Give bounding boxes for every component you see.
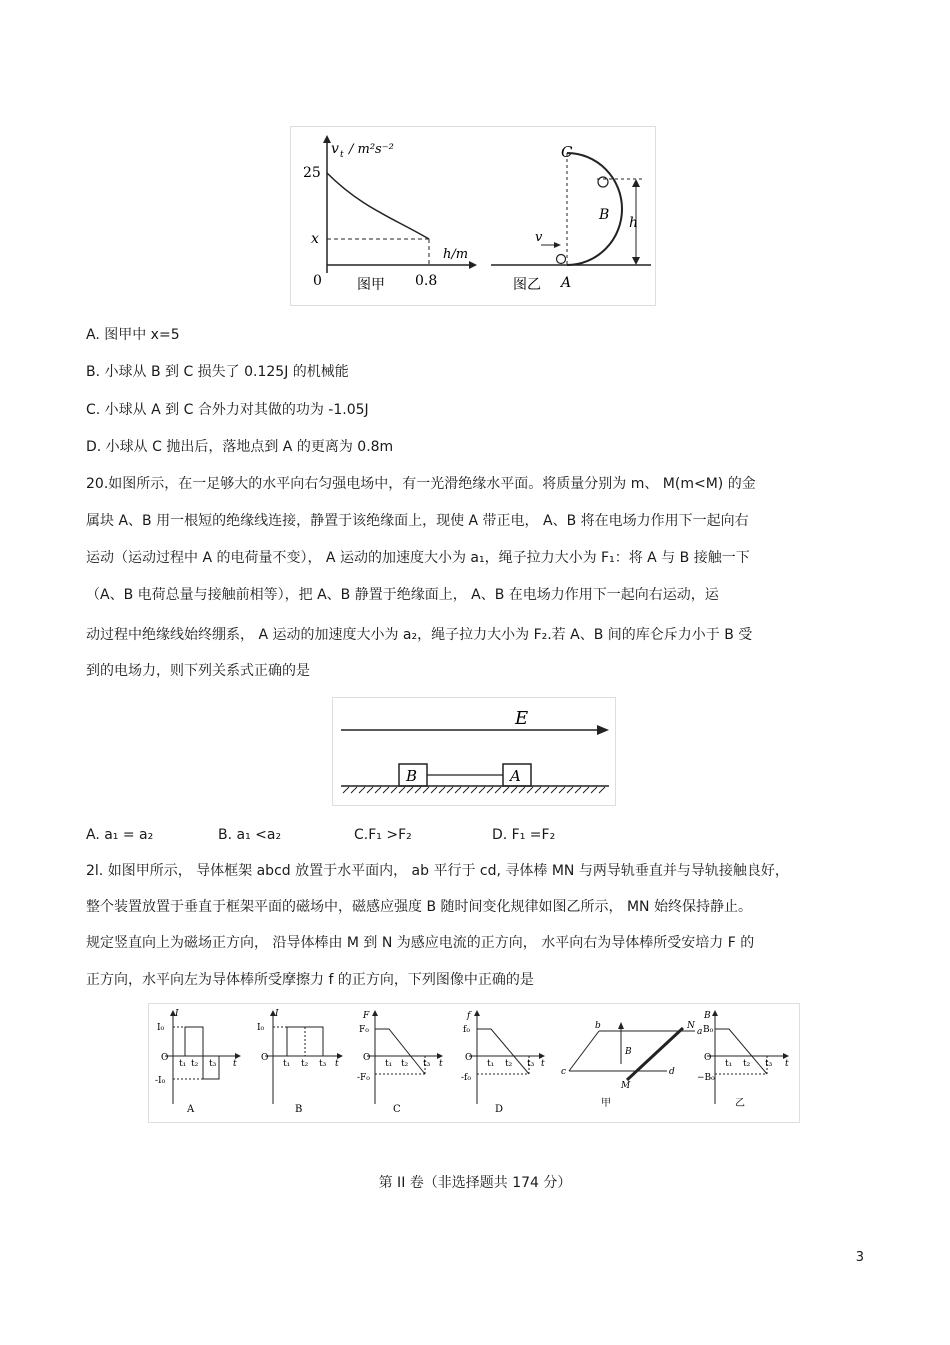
graph-yi-origin: O: [704, 1053, 712, 1063]
block-label-B: B: [406, 767, 418, 785]
graph-C-t1: t₁: [385, 1059, 393, 1069]
figure-q19: [290, 126, 656, 306]
graph-A-negI0: -I₀: [155, 1076, 166, 1086]
graph-B-axis-t: t: [335, 1059, 339, 1069]
graph-B-axis-I: I: [275, 1009, 279, 1019]
graph-C-negF0: -F₀: [357, 1073, 370, 1083]
block-label-A: A: [510, 767, 521, 785]
graph-A-origin: O: [161, 1053, 169, 1063]
q21-stem-line-3: 规定竖直向上为磁场正方向， 沿导体棒由 M 到 N 为感应电流的正方向， 水平向右为导体棒所受安培力 F 的: [86, 935, 755, 951]
ball-A: [557, 255, 566, 264]
q21-stem-line-2: 整个装置放置于垂直于框架平面的磁场中，磁感应强度 B 随时间变化规律如图乙所示， MN 始终保持静止。: [86, 899, 752, 915]
caption-B: B: [295, 1104, 303, 1115]
caption-C: C: [393, 1104, 401, 1115]
graph-yi-axis-t: t: [785, 1059, 789, 1069]
graph-yi-B0: B₀: [703, 1025, 714, 1035]
field-arrow: [597, 725, 609, 735]
graph-B-origin: O: [261, 1053, 269, 1063]
graph-B-I0: I₀: [257, 1023, 265, 1033]
frame-label-c: c: [561, 1067, 567, 1077]
q19-option-c: C. 小球从 A 到 C 合外力对其做的功为 -1.05J: [86, 402, 369, 418]
caption-right: 图乙: [513, 277, 541, 293]
figure-q20-svg: [333, 698, 615, 805]
page-number: 3: [855, 1250, 864, 1265]
q20-stem-line-6: 到的电场力，则下列关系式正确的是: [86, 663, 310, 679]
graph-B: [257, 1009, 343, 1115]
frame-jia: [561, 1021, 702, 1109]
graph-C-axis-F: F: [363, 1011, 370, 1021]
q20-option-b: B. a₁ <a₂: [218, 827, 282, 843]
graph-tick-08: 0.8: [415, 273, 438, 289]
graph-D-axis-f: f: [467, 1011, 471, 1021]
graph-yi: [697, 1010, 789, 1109]
graph-yi-axis-B: B: [704, 1011, 711, 1021]
graph-curve: [327, 173, 429, 239]
track-label-A: A: [561, 275, 572, 291]
graph-ylabel: v: [331, 141, 339, 157]
q19-option-d: D. 小球从 C 抛出后，落地点到 A 的更离为 0.8m: [86, 439, 394, 455]
graph-A-t2: t₂: [191, 1059, 199, 1069]
graph-y-arrow: [323, 135, 331, 143]
graph-tick-25: 25: [303, 165, 321, 181]
track-semicircle: [567, 153, 622, 265]
caption-jia: 甲: [601, 1098, 611, 1109]
q19-option-a: A. 图甲中 x=5: [86, 327, 180, 343]
caption-left: 图甲: [357, 277, 385, 293]
q20-option-a: A. a₁ = a₂: [86, 827, 154, 843]
graph-B-t1: t₁: [283, 1059, 291, 1069]
graph-C-t3: t₃: [423, 1059, 431, 1069]
frame-label-a: a: [697, 1027, 703, 1037]
q20-stem-line-3: 运动（运动过程中 A 的电荷量不变）， A 运动的加速度大小为 a₁，绳子拉力大小为 F₁：将 A 与 B 接触一下: [86, 550, 750, 566]
frame-label-N: N: [687, 1021, 695, 1031]
graph-ylabel-sub: t: [340, 150, 344, 160]
graph-D-negf0: -f₀: [461, 1073, 471, 1083]
frame-label-M: M: [621, 1081, 631, 1091]
caption-A: A: [187, 1104, 195, 1115]
graph-ylabel-unit: / m²s⁻²: [349, 142, 394, 157]
track-label-v: v: [535, 230, 543, 245]
q20-stem-line-5: 动过程中绝缘线始终绷系， A 运动的加速度大小为 a₂，绳子拉力大小为 F₂.若 A、B 间的库仑斥力小于 B 受: [86, 627, 753, 643]
graph-yi-t1: t₁: [725, 1059, 733, 1069]
graph-A-t3: t₃: [209, 1059, 217, 1069]
q19-option-b: B. 小球从 B 到 C 损失了 0.125J 的机械能: [86, 364, 349, 380]
graph-tick-x: x: [311, 231, 319, 247]
graph-D-f0: f₀: [463, 1025, 470, 1035]
graph-x-arrow: [469, 261, 477, 269]
track-h-arrow-up: [632, 179, 640, 187]
frame-label-b: b: [595, 1021, 601, 1031]
q20-stem-line-4: （A、B 电荷总量与接触前相等），把 A、B 静置于绝缘面上， A、B 在电场力作用下一起向右运动，运: [86, 587, 719, 603]
q21-stem-line-1: 2l. 如图甲所示， 导体框架 abcd 放置于水平面内， ab 平行于 cd, 寻体棒 MN 与两导轨垂直并与导轨接触良好，: [86, 863, 789, 879]
caption-yi: 乙: [735, 1098, 745, 1109]
graph-A: [155, 1009, 241, 1115]
section-title: 第 II 卷（非选择题共 174 分）: [378, 1175, 572, 1191]
track-label-B: B: [599, 207, 610, 223]
frame-label-d: d: [669, 1067, 675, 1077]
graph-xlabel: h/m: [443, 247, 469, 262]
graph-B-t3: t₃: [319, 1059, 327, 1069]
graph-C-axis-t: t: [439, 1059, 443, 1069]
track-label-C: C: [561, 143, 573, 161]
field-label-E: E: [515, 708, 529, 729]
graph-C-t2: t₂: [401, 1059, 409, 1069]
graph-yi-t2: t₂: [743, 1059, 751, 1069]
graph-A-axis-t: t: [233, 1059, 237, 1069]
figure-q20: [332, 697, 616, 806]
q21-stem-line-4: 正方向，水平向左为导体棒所受摩擦力 f 的正方向，下列图像中正确的是: [86, 972, 534, 988]
graph-C: [357, 1010, 443, 1115]
graph-yi-t3: t₃: [765, 1059, 773, 1069]
graph-D-t2: t₂: [505, 1059, 513, 1069]
graph-C-F0: F₀: [359, 1025, 369, 1035]
caption-D: D: [495, 1104, 504, 1115]
graph-A-I0: I₀: [157, 1023, 165, 1033]
figure-q21: [148, 1003, 800, 1123]
velocity-arrowhead: [554, 242, 561, 248]
graph-C-origin: O: [363, 1053, 371, 1063]
graph-A-t1: t₁: [179, 1059, 187, 1069]
frame-label-B: B: [625, 1047, 632, 1057]
graph-B-t2: t₂: [301, 1059, 309, 1069]
graph-origin: 0: [313, 273, 322, 289]
track-h-arrow-down: [632, 257, 640, 265]
q20-option-c: C.F₁ >F₂: [354, 827, 412, 843]
graph-D-t3: t₃: [527, 1059, 535, 1069]
graph-yi-negB0: −B₀: [697, 1073, 715, 1083]
q20-option-d: D. F₁ =F₂: [492, 827, 556, 843]
figure-q21-svg: [149, 1004, 799, 1122]
graph-D-t1: t₁: [487, 1059, 495, 1069]
figure-q19-svg: [291, 127, 655, 305]
q20-stem-line-2: 属块 A、B 用一根短的绝缘线连接，静置于该绝缘面上，现使 A 带正电， A、B 将在电场力作用下一起向右: [86, 513, 749, 529]
graph-D: [461, 1010, 545, 1115]
graph-D-axis-t: t: [541, 1059, 545, 1069]
track-label-h: h: [629, 215, 639, 231]
ground-hatch: [343, 787, 605, 793]
graph-A-axis-I: I: [175, 1009, 179, 1019]
q20-stem-line-1: 20.如图所示，在一足够大的水平向右匀强电场中，有一光滑绝缘水平面。将质量分别为 m、 M(m<M) 的金: [86, 476, 756, 492]
graph-D-origin: O: [465, 1053, 473, 1063]
